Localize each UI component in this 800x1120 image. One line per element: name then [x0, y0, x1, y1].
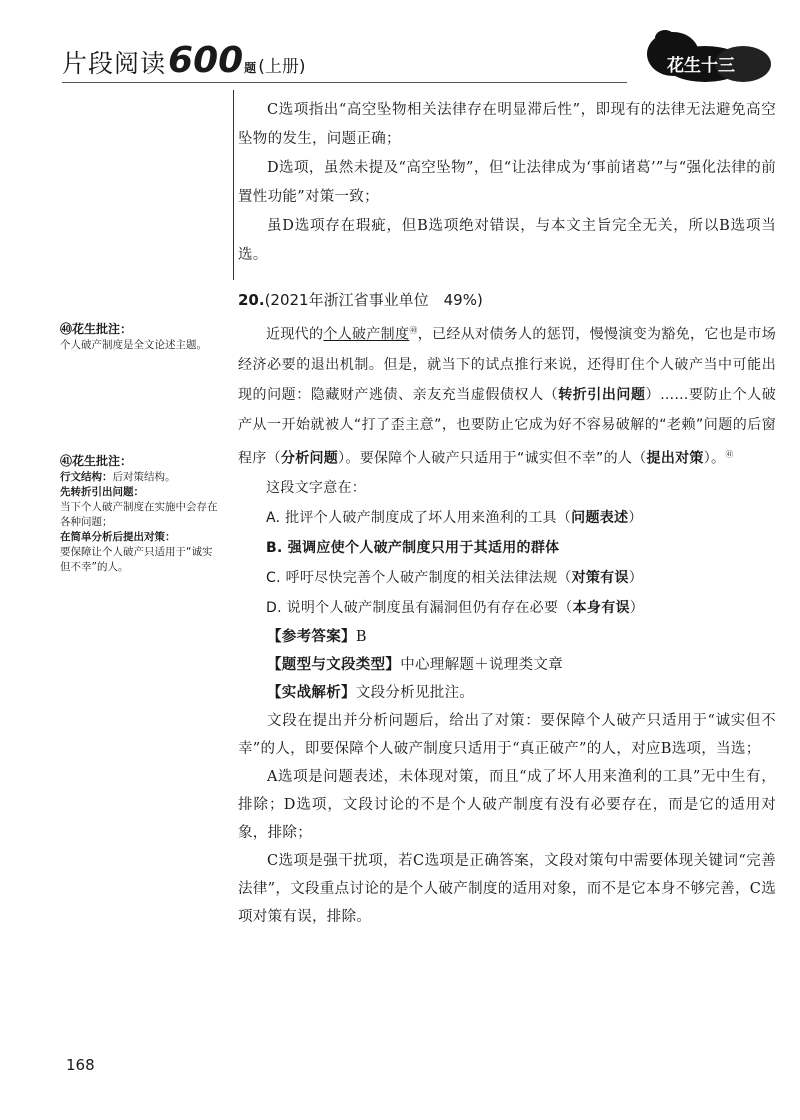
book-title-suffix: 题	[244, 61, 257, 75]
margin-note-41: ㊶花生批注： 行文结构：后对策结构。 先转折引出问题： 当下个人破产制度在实施中会存在各种问题； 在简单分析后提出对策： 要保障让个人破产只适用于“诚实但不幸”的人。	[60, 454, 218, 573]
reference-answer: 【参考答案】B	[267, 628, 367, 646]
analysis-paragraph: 文段在提出并分析问题后，给出了对策：要保障个人破产只适用于“诚实但不幸”的人，即要保障个人破产制度只适用于“真正破产”的人，对应B选项，当选；	[238, 713, 776, 758]
header-rule	[62, 82, 627, 83]
option-a: A. 批评个人破产制度成了坏人用来渔利的工具（问题表述）	[266, 510, 643, 527]
margin-note-40	[60, 322, 218, 353]
note-title: ㊶花生批注：	[60, 454, 133, 468]
annotation-tag: 分析问题	[280, 450, 339, 467]
book-title-number: 600	[168, 40, 244, 81]
question-source: (2021年浙江省事业单位 49%)	[264, 291, 483, 309]
analysis-intro: 【实战解析】文段分析见批注。	[267, 684, 475, 702]
option-c: C. 呼吁尽快完善个人破产制度的相关法律法规（对策有误）	[266, 570, 644, 587]
note-marker: ㊵	[409, 326, 418, 335]
question-number: 20.	[238, 291, 265, 309]
analysis-paragraph: A选项是问题表述，未体现对策，而且“成了坏人用来渔利的工具”无中生有，排除；D选项，文段讨论的不是个人破产制度有没有必要存在，而是它的适用对象，排除；	[238, 769, 776, 842]
question-heading	[238, 289, 483, 310]
margin-rule	[233, 90, 234, 280]
analysis-paragraph: 虽D选项存在瑕疵，但B选项绝对错误，与本文主旨完全无关，所以B选项当选。	[238, 218, 776, 263]
question-body	[238, 316, 776, 931]
analysis-paragraph: D选项，虽然未提及“高空坠物”，但“让法律成为‘事前诸葛’”与“强化法律的前置性功能”对策一致；	[238, 160, 776, 205]
note-text: 个人破产制度是全文论述主题。	[60, 339, 207, 351]
previous-analysis	[238, 96, 776, 270]
annotation-tag: 提出对策	[646, 450, 704, 467]
book-title	[62, 40, 305, 81]
option-d: D. 说明个人破产制度虽有漏洞但仍有存在必要（本身有误）	[266, 600, 645, 617]
page-number: 168	[66, 1056, 95, 1074]
note-marker: ㊶	[725, 449, 734, 459]
book-title-volume: (上册)	[258, 57, 306, 77]
svg-text:花生十三: 花生十三	[667, 56, 735, 76]
analysis-paragraph: C选项指出“高空坠物相关法律存在明显滞后性”，即现有的法律无法避免高空坠物的发生，问题正确；	[238, 102, 776, 147]
peanut-logo	[635, 24, 775, 90]
question-type: 【题型与文段类型】中心理解题＋说理类文章	[267, 656, 564, 674]
passage: 近现代的个人破产制度$^㊵$，已经从对债务人的惩罚，慢慢演变为豁免，它也是市场经济必要的退出机制。但是，就当下的试点推行来说，还得盯住个人破产当中可能出现的问题：隐藏财产逃债、亲友充当虚假债权人（转折引出问题）……要防止个人破产从一开始就被人“打了歪主意”，也要防止它成为好不容易破解的“老赖”问题的后窗程序（分析问题）。要保障个人破产只适用于“诚实但不幸”的人（提出对策）。$^㊶$	[238, 326, 777, 467]
key-term: 个人破产制度	[323, 326, 410, 343]
note-title: ㊵花生批注：	[60, 322, 133, 336]
option-b: B. 强调应使个人破产制度只用于其适用的群体	[266, 540, 560, 557]
book-title-text: 片段阅读	[62, 49, 167, 78]
question-stem: 这段文字意在：	[266, 480, 367, 497]
analysis-paragraph: C选项是强干扰项，若C选项是正确答案，文段对策句中需要体现关键词“完善法律”，文段重点讨论的是个人破产制度的适用对象，而不是它本身不够完善，C选项对策有误，排除。	[238, 853, 776, 926]
annotation-tag: 转折引出问题	[558, 386, 646, 403]
